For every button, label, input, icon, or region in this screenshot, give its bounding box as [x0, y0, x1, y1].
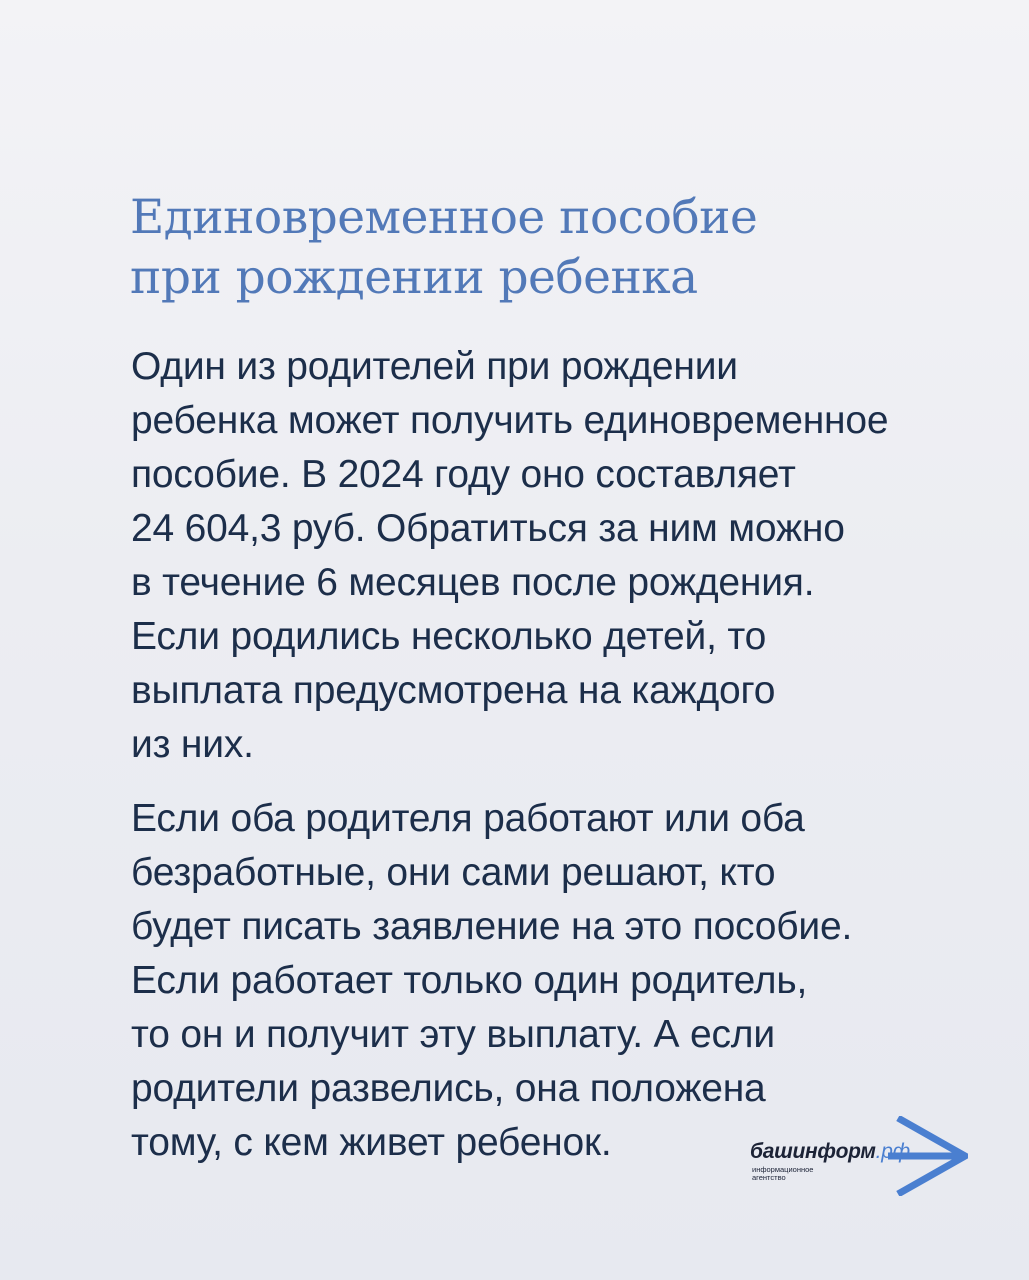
text-line: Если оба родителя работают или оба [131, 797, 805, 840]
text-line: будет писать заявление на это пособие. [131, 905, 853, 948]
logo-subtitle-line: информационное [752, 1165, 814, 1174]
text-line: ребенка может получить единовременное [131, 399, 889, 442]
paragraph-1 [131, 340, 1011, 772]
text-line: то он и получит эту выплату. А если [131, 1013, 775, 1056]
text-line: 24 604,3 руб. Обратиться за ним можно [131, 507, 845, 550]
title-line: Единовременное пособие [130, 190, 758, 245]
logo-suffix: .рф [875, 1140, 910, 1163]
logo-subtitle [752, 1166, 813, 1182]
text-line: родители развелись, она положена [131, 1067, 766, 1110]
bashinform-logo[interactable] [750, 1116, 970, 1196]
logo-wordmark [750, 1140, 910, 1164]
paragraph-2 [131, 792, 1011, 1170]
text-line: из них. [131, 723, 254, 766]
text-line: в течение 6 месяцев после рождения. [131, 561, 815, 604]
logo-subtitle-line: агентство [752, 1173, 786, 1182]
logo-name: башинформ [750, 1140, 876, 1163]
text-line: пособие. В 2024 году оно составляет [131, 453, 796, 496]
text-line: Если родились несколько детей, то [131, 615, 767, 658]
page-title [130, 188, 990, 308]
text-line: выплата предусмотрена на каждого [131, 669, 776, 712]
text-line: безработные, они сами решают, кто [131, 851, 776, 894]
text-line: Один из родителей при рождении [131, 345, 738, 388]
text-line: Если работает только один родитель, [131, 959, 808, 1002]
text-line: тому, с кем живет ребенок. [131, 1121, 612, 1164]
title-line: при рождении ребенка [130, 250, 698, 305]
